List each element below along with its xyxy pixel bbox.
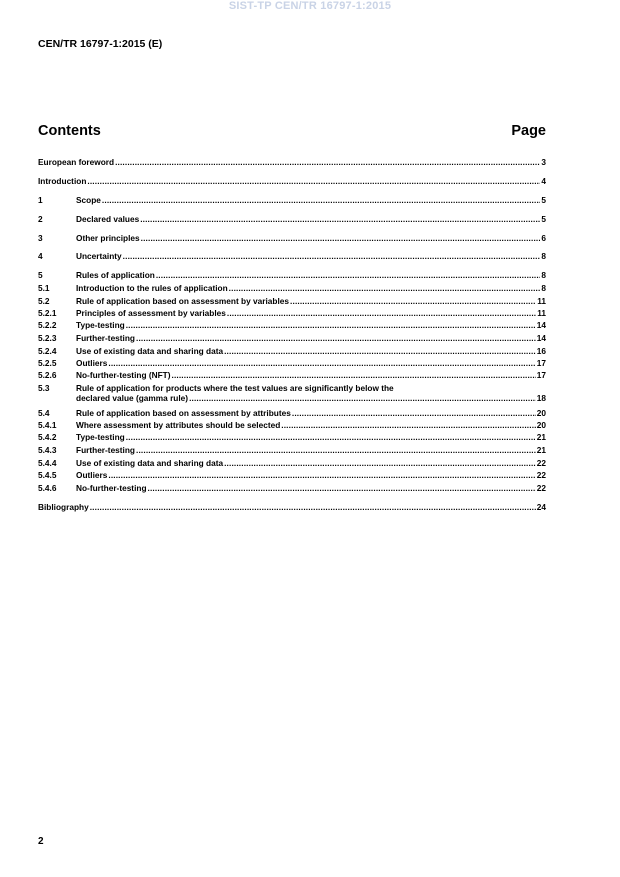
toc-entry[interactable] (38, 214, 546, 224)
toc-entry[interactable] (38, 233, 546, 243)
toc-leader (227, 308, 536, 318)
toc-entry[interactable] (38, 483, 546, 493)
toc-entry[interactable] (38, 470, 546, 480)
toc-entry-title: Declared values (76, 214, 140, 224)
toc-entry-page: 21 (536, 432, 546, 442)
toc-entry-page: 8 (541, 283, 546, 293)
toc-entry-number: 3 (38, 233, 43, 243)
toc-entry[interactable] (38, 157, 546, 167)
toc-entry-page: 8 (541, 270, 546, 280)
toc-entry-number: 5.2.6 (38, 370, 57, 380)
toc-entry-number: 5.2.1 (38, 308, 57, 318)
toc-entry-title: Rule of application based on assessment by attributes (76, 408, 291, 418)
toc-leader (189, 393, 536, 403)
toc-entry-title: No-further-testing (76, 483, 147, 493)
toc-entry[interactable] (38, 445, 546, 455)
toc-entry-title: Outliers (76, 470, 108, 480)
contents-heading: Contents (38, 123, 101, 139)
toc-entry-page: 20 (536, 420, 546, 430)
toc-entry-number: 5.2.4 (38, 346, 57, 356)
toc-entry-title: Introduction (38, 176, 87, 186)
toc-entry[interactable] (38, 308, 546, 318)
page-number: 2 (38, 836, 44, 847)
toc-entry-title: Use of existing data and sharing data (76, 346, 224, 356)
toc-entry-page: 8 (541, 251, 546, 261)
toc-entry[interactable] (38, 502, 546, 512)
toc-leader (126, 320, 536, 330)
toc-leader (136, 445, 536, 455)
toc-entry[interactable] (38, 296, 546, 306)
toc-entry[interactable] (38, 432, 546, 442)
toc-entry[interactable] (38, 251, 546, 261)
toc-entry[interactable] (38, 333, 546, 343)
toc-leader (102, 195, 540, 205)
toc-entry-title: Bibliography (38, 502, 89, 512)
toc-leader (292, 408, 536, 418)
toc-entry[interactable] (38, 270, 546, 280)
page-column-heading: Page (511, 123, 546, 139)
toc-entry-title: No-further-testing (NFT) (76, 370, 171, 380)
toc-entry-title: Uncertainty (76, 251, 122, 261)
toc-entry-title: Introduction to the rules of application (76, 283, 228, 293)
toc-entry-number: 5.2.2 (38, 320, 57, 330)
toc-entry-page: 21 (536, 445, 546, 455)
toc-entry-page: 4 (541, 176, 546, 186)
toc-leader (141, 233, 541, 243)
toc-entry-number: 5.4.6 (38, 483, 57, 493)
toc-entry-page: 11 (537, 308, 546, 318)
toc-entry-number: 5.4.5 (38, 470, 57, 480)
toc-entry-page: 22 (536, 458, 546, 468)
toc-entry-page: 20 (536, 408, 546, 418)
toc-entry-title: European foreword (38, 157, 115, 167)
toc-entry-number: 5 (38, 270, 43, 280)
toc-entry-number: 5.3 (38, 383, 50, 393)
toc-leader (108, 358, 535, 368)
toc-leader (87, 176, 540, 186)
toc-entry-page: 5 (541, 214, 546, 224)
toc-entry-page: 17 (536, 370, 546, 380)
toc-entry-page: 18 (536, 393, 546, 404)
toc-leader (123, 251, 541, 261)
toc-leader (90, 502, 536, 512)
toc-entry[interactable] (38, 458, 546, 468)
toc-entry-number: 5.4.3 (38, 445, 57, 455)
toc-leader (171, 370, 535, 380)
toc-entry[interactable] (38, 420, 546, 430)
toc-entry-page: 3 (541, 157, 546, 167)
toc-entry-title: Type-testing (76, 432, 125, 442)
watermark: SIST-TP CEN/TR 16797-1:2015 (228, 0, 392, 12)
toc-entry-title: Rule of application for products where the test values are significantly below the (76, 383, 394, 393)
toc-entry-title: Rules of application (76, 270, 155, 280)
toc-leader (156, 270, 541, 280)
toc-entry-title: Type-testing (76, 320, 125, 330)
toc-entry[interactable] (38, 195, 546, 205)
toc-entry-page: 14 (536, 320, 546, 330)
toc-leader (290, 296, 536, 306)
toc-entry-number: 5.4 (38, 408, 50, 418)
toc-entry-page: 16 (536, 346, 546, 356)
toc-leader (224, 458, 536, 468)
toc-entry[interactable] (38, 383, 546, 404)
toc-entry-title: Rule of application based on assessment by variables (76, 296, 290, 306)
toc-leader (136, 333, 536, 343)
toc-entry[interactable] (38, 370, 546, 380)
toc-entry-title-continued: declared value (gamma rule) (76, 393, 189, 404)
toc-leader (281, 420, 536, 430)
toc-entry-number: 1 (38, 195, 43, 205)
toc-entry[interactable] (38, 320, 546, 330)
toc-entry-number: 5.4.1 (38, 420, 57, 430)
toc-leader (148, 483, 536, 493)
toc-entry-number: 5.1 (38, 283, 50, 293)
toc-entry[interactable] (38, 176, 546, 186)
toc-entry-number: 2 (38, 214, 43, 224)
toc-entry-title: Other principles (76, 233, 140, 243)
toc-leader (140, 214, 540, 224)
toc-entry-page: 11 (537, 296, 546, 306)
toc-entry-page: 22 (536, 470, 546, 480)
toc-entry[interactable] (38, 358, 546, 368)
toc-entry-title: Scope (76, 195, 101, 205)
toc-entry-number: 5.2.5 (38, 358, 57, 368)
toc-entry-title: Outliers (76, 358, 108, 368)
toc-entry-title: Where assessment by attributes should be selected (76, 420, 281, 430)
toc-entry[interactable] (38, 408, 546, 418)
toc-entry-number: 5.4.4 (38, 458, 57, 468)
toc-entry-number: 5.4.2 (38, 432, 57, 442)
toc-entry-page: 24 (536, 502, 546, 512)
toc-entry-number: 5.2 (38, 296, 50, 306)
toc-leader (229, 283, 541, 293)
toc-entry-title: Principles of assessment by variables (76, 308, 226, 318)
toc-entry-page: 14 (536, 333, 546, 343)
toc-leader (115, 157, 540, 167)
toc-entry-page: 6 (541, 233, 546, 243)
toc-leader (126, 432, 536, 442)
toc-entry-number: 5.2.3 (38, 333, 57, 343)
toc-entry[interactable] (38, 283, 546, 293)
toc-leader (224, 346, 536, 356)
toc-entry-page: 22 (536, 483, 546, 493)
toc-entry-page: 5 (541, 195, 546, 205)
toc-entry-page: 17 (536, 358, 546, 368)
document-id: CEN/TR 16797-1:2015 (E) (38, 38, 163, 50)
toc-entry-title: Further-testing (76, 333, 135, 343)
toc-entry-title: Further-testing (76, 445, 135, 455)
toc-entry[interactable] (38, 346, 546, 356)
toc-entry-number: 4 (38, 251, 43, 261)
toc-entry-title: Use of existing data and sharing data (76, 458, 224, 468)
toc-leader (108, 470, 535, 480)
